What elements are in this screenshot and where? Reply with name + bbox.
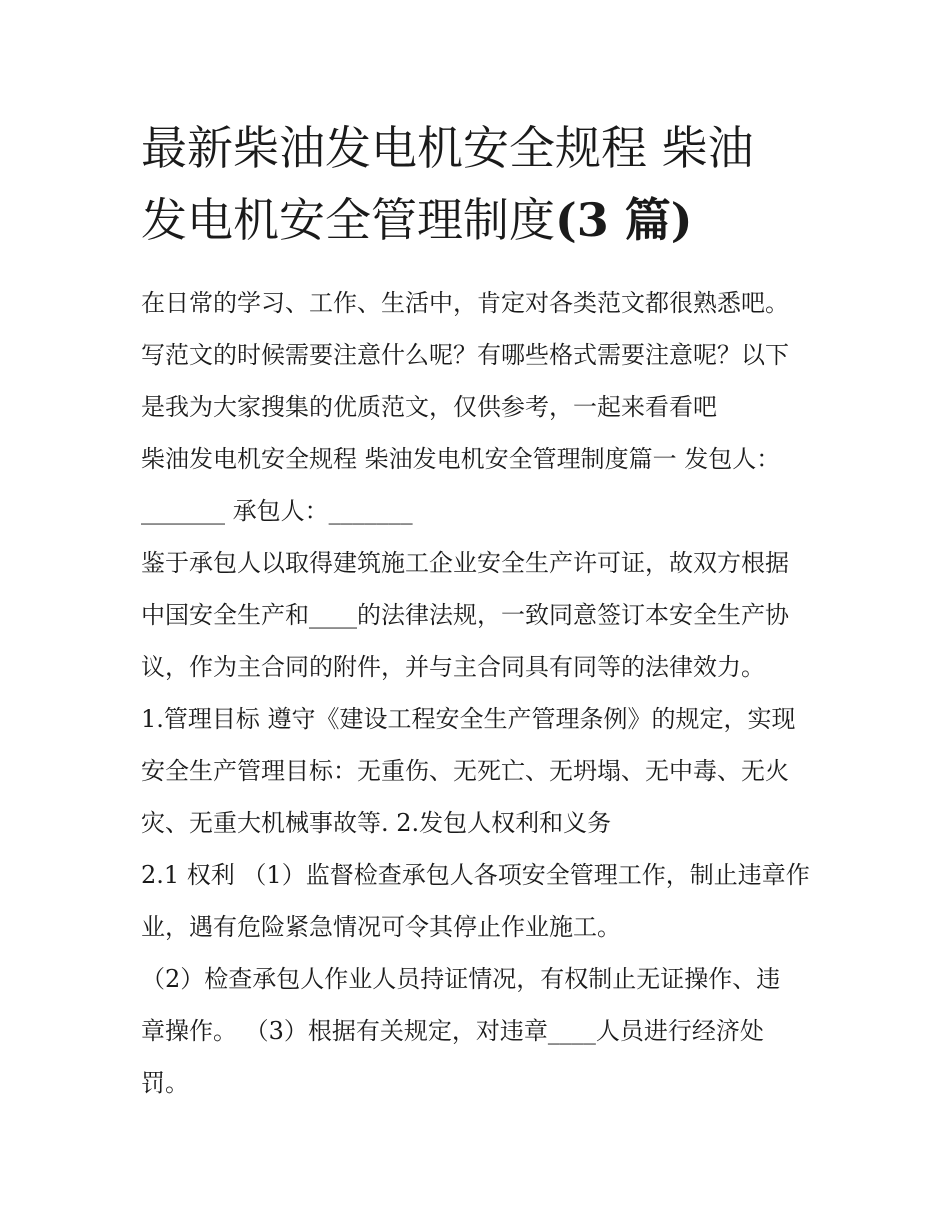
body-line: （2）检查承包人作业人员持证情况，有权制止无证操作、违 bbox=[141, 965, 781, 993]
body-line: 议，作为主合同的附件，并与主合同具有同等的法律效力。 bbox=[141, 653, 765, 681]
body-line: 在日常的学习、工作、生活中，肯定对各类范文都很熟悉吧。 bbox=[141, 289, 789, 317]
body-line: 是我为大家搜集的优质范文，仅供参考，一起来看看吧 bbox=[141, 393, 717, 421]
title-count: (3 篇) bbox=[555, 193, 693, 247]
title-line-2: 发电机安全管理制度 bbox=[141, 193, 555, 247]
document-title bbox=[141, 112, 841, 256]
body-line: 鉴于承包人以取得建筑施工企业安全生产许可证，故双方根据 bbox=[141, 549, 789, 577]
title-line-1: 最新柴油发电机安全规程 柴油 bbox=[141, 121, 754, 175]
body-line: 中国安全生产和____的法律法规，一致同意签订本安全生产协 bbox=[141, 601, 789, 629]
body-line: 写范文的时候需要注意什么呢？有哪些格式需要注意呢？以下 bbox=[141, 341, 789, 369]
body-line: 章操作。 （3）根据有关规定，对违章____人员进行经济处 bbox=[141, 1017, 764, 1045]
body-line: 2.1 权利 （1）监督检查承包人各项安全管理工作，制止违章作 bbox=[141, 861, 810, 889]
body-line: 灾、无重大机械事故等. 2.发包人权利和义务 bbox=[141, 809, 612, 837]
document-body bbox=[141, 277, 821, 1109]
body-line: 1.管理目标 遵守《建设工程安全生产管理条例》的规定，实现 bbox=[141, 705, 796, 733]
body-line: 罚。 bbox=[141, 1069, 189, 1097]
body-line: 柴油发电机安全规程 柴油发电机安全管理制度篇一 发包人： bbox=[141, 445, 781, 473]
body-line: 安全生产管理目标：无重伤、无死亡、无坍塌、无中毒、无火 bbox=[141, 757, 789, 785]
body-line: 业，遇有危险紧急情况可令其停止作业施工。 bbox=[141, 913, 621, 941]
body-line: _______ 承包人：_______ bbox=[141, 497, 413, 525]
